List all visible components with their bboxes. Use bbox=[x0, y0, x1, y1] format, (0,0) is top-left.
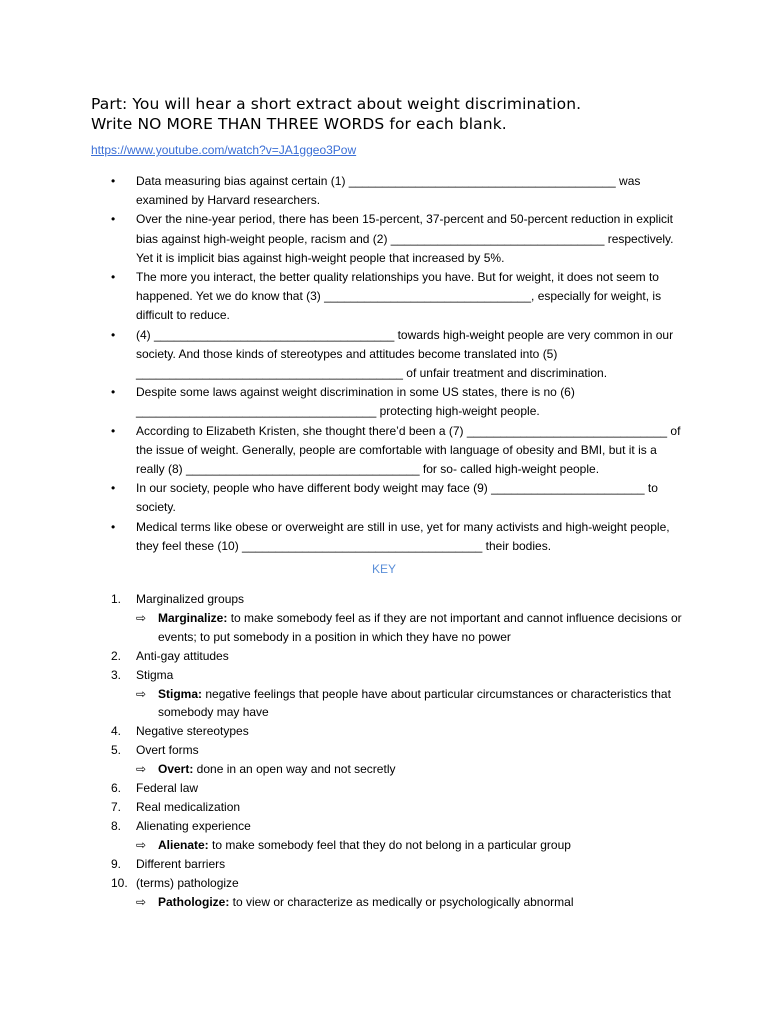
question-text: According to Elizabeth Kristen, she thought there’d been a (7) ______________________________ of the issue of weight. Generally, people are comfortable with language of obesity and BMI, but it is a really (8) ___________________________________ for so- called high-weight people. bbox=[136, 423, 681, 477]
answer-text: (terms) pathologize bbox=[136, 875, 239, 890]
answer-item bbox=[111, 874, 691, 912]
answer-number: 2. bbox=[111, 648, 122, 663]
definition bbox=[136, 685, 691, 723]
question-item bbox=[111, 479, 686, 517]
bullet-icon: • bbox=[111, 270, 116, 285]
answer-item bbox=[111, 590, 691, 647]
question-text: The more you interact, the better quality relationships you have. But for weight, it does not seem to happened. Yet we do know that (3) _______________________________, especially for weight, is difficult to reduce. bbox=[136, 270, 662, 323]
answer-number: 4. bbox=[111, 724, 122, 739]
question-text: Over the nine-year period, there has been 15-percent, 37-percent and 50-percent reduction in explicit bias against high-weight people, racism and (2) ________________________________ respectively. Yet it is implicit bias against high-weight people that increased by 5%. bbox=[136, 212, 674, 265]
key-heading: KEY bbox=[371, 562, 396, 576]
answer-number: 1. bbox=[111, 592, 122, 606]
definition-term: Overt: bbox=[158, 762, 194, 777]
answer-number: 8. bbox=[111, 818, 122, 833]
answer-item bbox=[111, 817, 691, 855]
definition-text: to make somebody feel that they do not belong in a particular group bbox=[208, 837, 571, 852]
answer-item bbox=[111, 741, 691, 779]
question-item bbox=[111, 383, 686, 421]
bullet-icon: • bbox=[111, 519, 116, 534]
answer-text: Real medicalization bbox=[136, 799, 241, 814]
definition-term: Alienate: bbox=[158, 837, 209, 852]
definition-text: to make somebody feel as if they are not important and cannot influence decisions or events; to put somebody in a position in which they have no power bbox=[158, 610, 682, 644]
answer-text: Different barriers bbox=[136, 856, 226, 871]
question-item bbox=[111, 518, 686, 556]
answer-text: Negative stereotypes bbox=[136, 724, 249, 739]
answer-key-list bbox=[111, 590, 691, 911]
answer-text: Marginalized groups bbox=[136, 592, 245, 606]
definition bbox=[136, 893, 691, 912]
arrow-icon: ⇨ bbox=[136, 837, 147, 852]
answer-number: 5. bbox=[111, 743, 122, 758]
question-item bbox=[111, 172, 686, 210]
question-text: Medical terms like obese or overweight are still in use, yet for many activists and high-weight people, they feel these (10) ____________________________________ their bodies. bbox=[136, 519, 670, 553]
bullet-icon: • bbox=[111, 481, 116, 496]
answer-text: Federal law bbox=[136, 781, 199, 796]
arrow-icon: ⇨ bbox=[136, 894, 147, 909]
answer-number: 7. bbox=[111, 799, 122, 814]
bullet-icon: • bbox=[111, 423, 116, 438]
arrow-icon: ⇨ bbox=[136, 686, 147, 701]
answer-number: 9. bbox=[111, 856, 122, 871]
bullet-icon: • bbox=[111, 327, 116, 342]
youtube-link[interactable]: https://www.youtube.com/watch?v=JA1ggeo3Pow bbox=[91, 143, 357, 157]
definition bbox=[136, 836, 691, 855]
arrow-icon: ⇨ bbox=[136, 610, 147, 625]
bullet-icon: • bbox=[111, 212, 116, 227]
exercise-title bbox=[91, 94, 731, 134]
question-text: In our society, people who have different body weight may face (9) _______________________ to society. bbox=[136, 481, 658, 515]
question-item bbox=[111, 422, 686, 480]
answer-text: Alienating experience bbox=[136, 818, 251, 833]
answer-item bbox=[111, 647, 691, 666]
title-line-2: Write NO MORE THAN THREE WORDS for each blank. bbox=[91, 115, 507, 133]
question-item bbox=[111, 210, 686, 268]
answer-item bbox=[111, 798, 691, 817]
question-text: Despite some laws against weight discrimination in some US states, there is no (6) ____________________________________ protecting high-weight people. bbox=[136, 385, 575, 419]
definition-text: done in an open way and not secretly bbox=[193, 762, 396, 777]
question-text: (4) ____________________________________ towards high-weight people are very common in our society. And those kinds of stereotypes and attitudes become translated into (5) ________________________________________ of unfair treatment and discrimination. bbox=[136, 327, 674, 381]
answer-text: Anti-gay attitudes bbox=[136, 648, 229, 663]
question-text: Data measuring bias against certain (1) ________________________________________ was examined by Harvard researchers. bbox=[136, 174, 641, 208]
definition-term: Marginalize: bbox=[158, 610, 228, 625]
definition-term: Stigma: bbox=[158, 686, 203, 701]
answer-text: Stigma bbox=[136, 667, 174, 682]
definition-text: negative feelings that people have about particular circumstances or characteristics that somebody may have bbox=[158, 686, 671, 720]
definition bbox=[136, 609, 691, 647]
answer-number: 6. bbox=[111, 781, 122, 796]
answer-item bbox=[111, 855, 691, 874]
bullet-icon: • bbox=[111, 385, 116, 400]
answer-item bbox=[111, 722, 691, 741]
answer-item bbox=[111, 666, 691, 723]
question-item bbox=[111, 268, 686, 326]
bullet-icon: • bbox=[111, 174, 116, 188]
title-line-1: Part: You will hear a short extract about weight discrimination. bbox=[91, 95, 582, 113]
arrow-icon: ⇨ bbox=[136, 762, 147, 777]
definition-text: to view or characterize as medically or psychologically abnormal bbox=[229, 894, 574, 909]
question-list bbox=[111, 172, 686, 556]
question-item bbox=[111, 326, 686, 384]
answer-number: 10. bbox=[111, 875, 128, 890]
definition bbox=[136, 760, 691, 779]
answer-text: Overt forms bbox=[136, 743, 199, 758]
answer-item bbox=[111, 779, 691, 798]
answer-number: 3. bbox=[111, 667, 122, 682]
definition-term: Pathologize: bbox=[158, 894, 230, 909]
